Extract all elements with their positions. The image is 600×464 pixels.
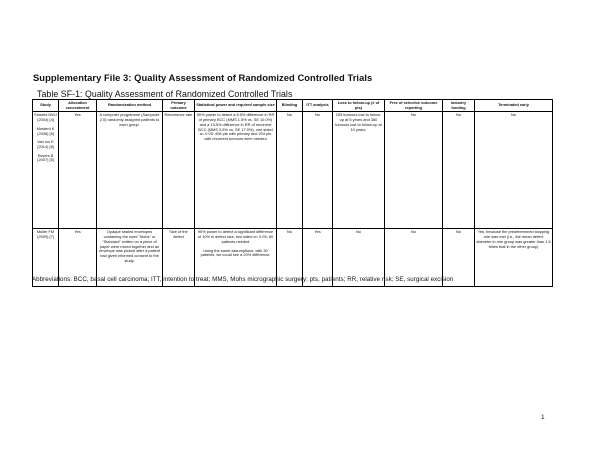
cell-blinding: No xyxy=(277,112,303,229)
study-reference: Van loo E (2014) [8] xyxy=(37,139,54,149)
cell-randomization: A computer programme (Sampsize 2.0) randomly assigned patients to each group. xyxy=(97,112,163,229)
cell-randomization: Opaque sealed envelopes containing the word "Mohs" or "Standard" written on a piece of paper were mixed together and an envelope was picked after a patient had given informed consent to the study. xyxy=(97,229,163,287)
cell-industry-funding: No xyxy=(443,112,475,229)
header-terminated-early: Terminated early xyxy=(475,100,553,112)
table-caption: Table SF-1: Quality Assessment of Randomized Controlled Trials xyxy=(37,89,293,99)
header-blinding: Blinding xyxy=(277,100,303,112)
table-row xyxy=(33,112,553,229)
header-selective-reporting: Free of selective outcome reporting xyxy=(385,100,443,112)
header-study: Study xyxy=(33,100,59,112)
cell-allocation: Yes xyxy=(59,229,97,287)
page-title: Supplementary File 3: Quality Assessment of Randomized Controlled Trials xyxy=(33,72,373,83)
cell-itt: No xyxy=(303,112,333,229)
cell-study xyxy=(33,112,59,229)
header-statistical-power: Statistical power and required sample size xyxy=(195,100,277,112)
cell-terminated-early: No xyxy=(475,112,553,229)
study-reference: Essers B (2007) [5] xyxy=(37,152,54,163)
sample-size-statement: Using the same assumptions, with 30 patients, we could see a 20% difference. xyxy=(200,247,271,258)
page-number: 1 xyxy=(541,414,545,421)
header-itt-analysis: ITT analysis xyxy=(303,100,333,112)
cell-loss: No xyxy=(333,229,385,287)
cell-loss: 205 tumours lost to follow-up at 5 years and 380 tumours lost to follow-up at 10 years. xyxy=(333,112,385,229)
abbreviations-note: Abbreviations: BCC, basal cell carcinoma; ITT, intention to treat; MMS, Mohs micrographic surgery; pts, patients; RR, relative risk; SE, surgical excision xyxy=(32,276,454,283)
cell-selective-reporting: No xyxy=(385,112,443,229)
table-header-row xyxy=(33,100,553,112)
header-industry-funding: Industry funding xyxy=(443,100,475,112)
cell-terminated-early: Yes, because the predetermined stopping rule was met (i.e., the mean defect diameter in one group was greater than 1.5 times that in the other group) xyxy=(475,229,553,287)
header-allocation-concealment: Allocation concealment xyxy=(59,100,97,112)
cell-industry-funding: No xyxy=(443,229,475,287)
cell-primary-outcome: Size of the defect xyxy=(163,229,195,287)
power-statement: 90% power to detect a significant difference of 10% in defect size, two sided α= 0.05: 80 patients needed xyxy=(197,229,274,244)
study-reference: Smeets NWJ (2004) [4] xyxy=(34,112,57,123)
header-randomization-method: Randomization method xyxy=(97,100,163,112)
cell-allocation: Yes xyxy=(59,112,97,229)
header-primary-outcome: Primary outcome xyxy=(163,100,195,112)
cell-itt: Yes xyxy=(303,229,333,287)
cell-power xyxy=(195,112,277,229)
cell-primary-outcome: Recurrence rate xyxy=(163,112,195,229)
sample-size-statement: α= 0.05: 408 pts with primary and 204 pts with recurrent tumours were needed xyxy=(199,131,272,141)
cell-blinding: No xyxy=(277,229,303,287)
study-reference: Muller FM (2009) [7] xyxy=(36,229,55,240)
quality-assessment-table xyxy=(32,99,553,287)
study-reference: Mosterd K (2008) [6] xyxy=(36,125,55,136)
power-statement: 90% power to detect a 8.5% difference in RR of primary BCC (MMS 1.5% vs. SE 10.0%) and a 13.5% difference in RR of recurrent BCC (MMS 3.5% vs. SE 17.0%), one sided xyxy=(196,112,275,132)
header-loss-to-follow-up: Loss to follow-up (# of pts) xyxy=(333,100,385,112)
cell-selective-reporting: No xyxy=(385,229,443,287)
